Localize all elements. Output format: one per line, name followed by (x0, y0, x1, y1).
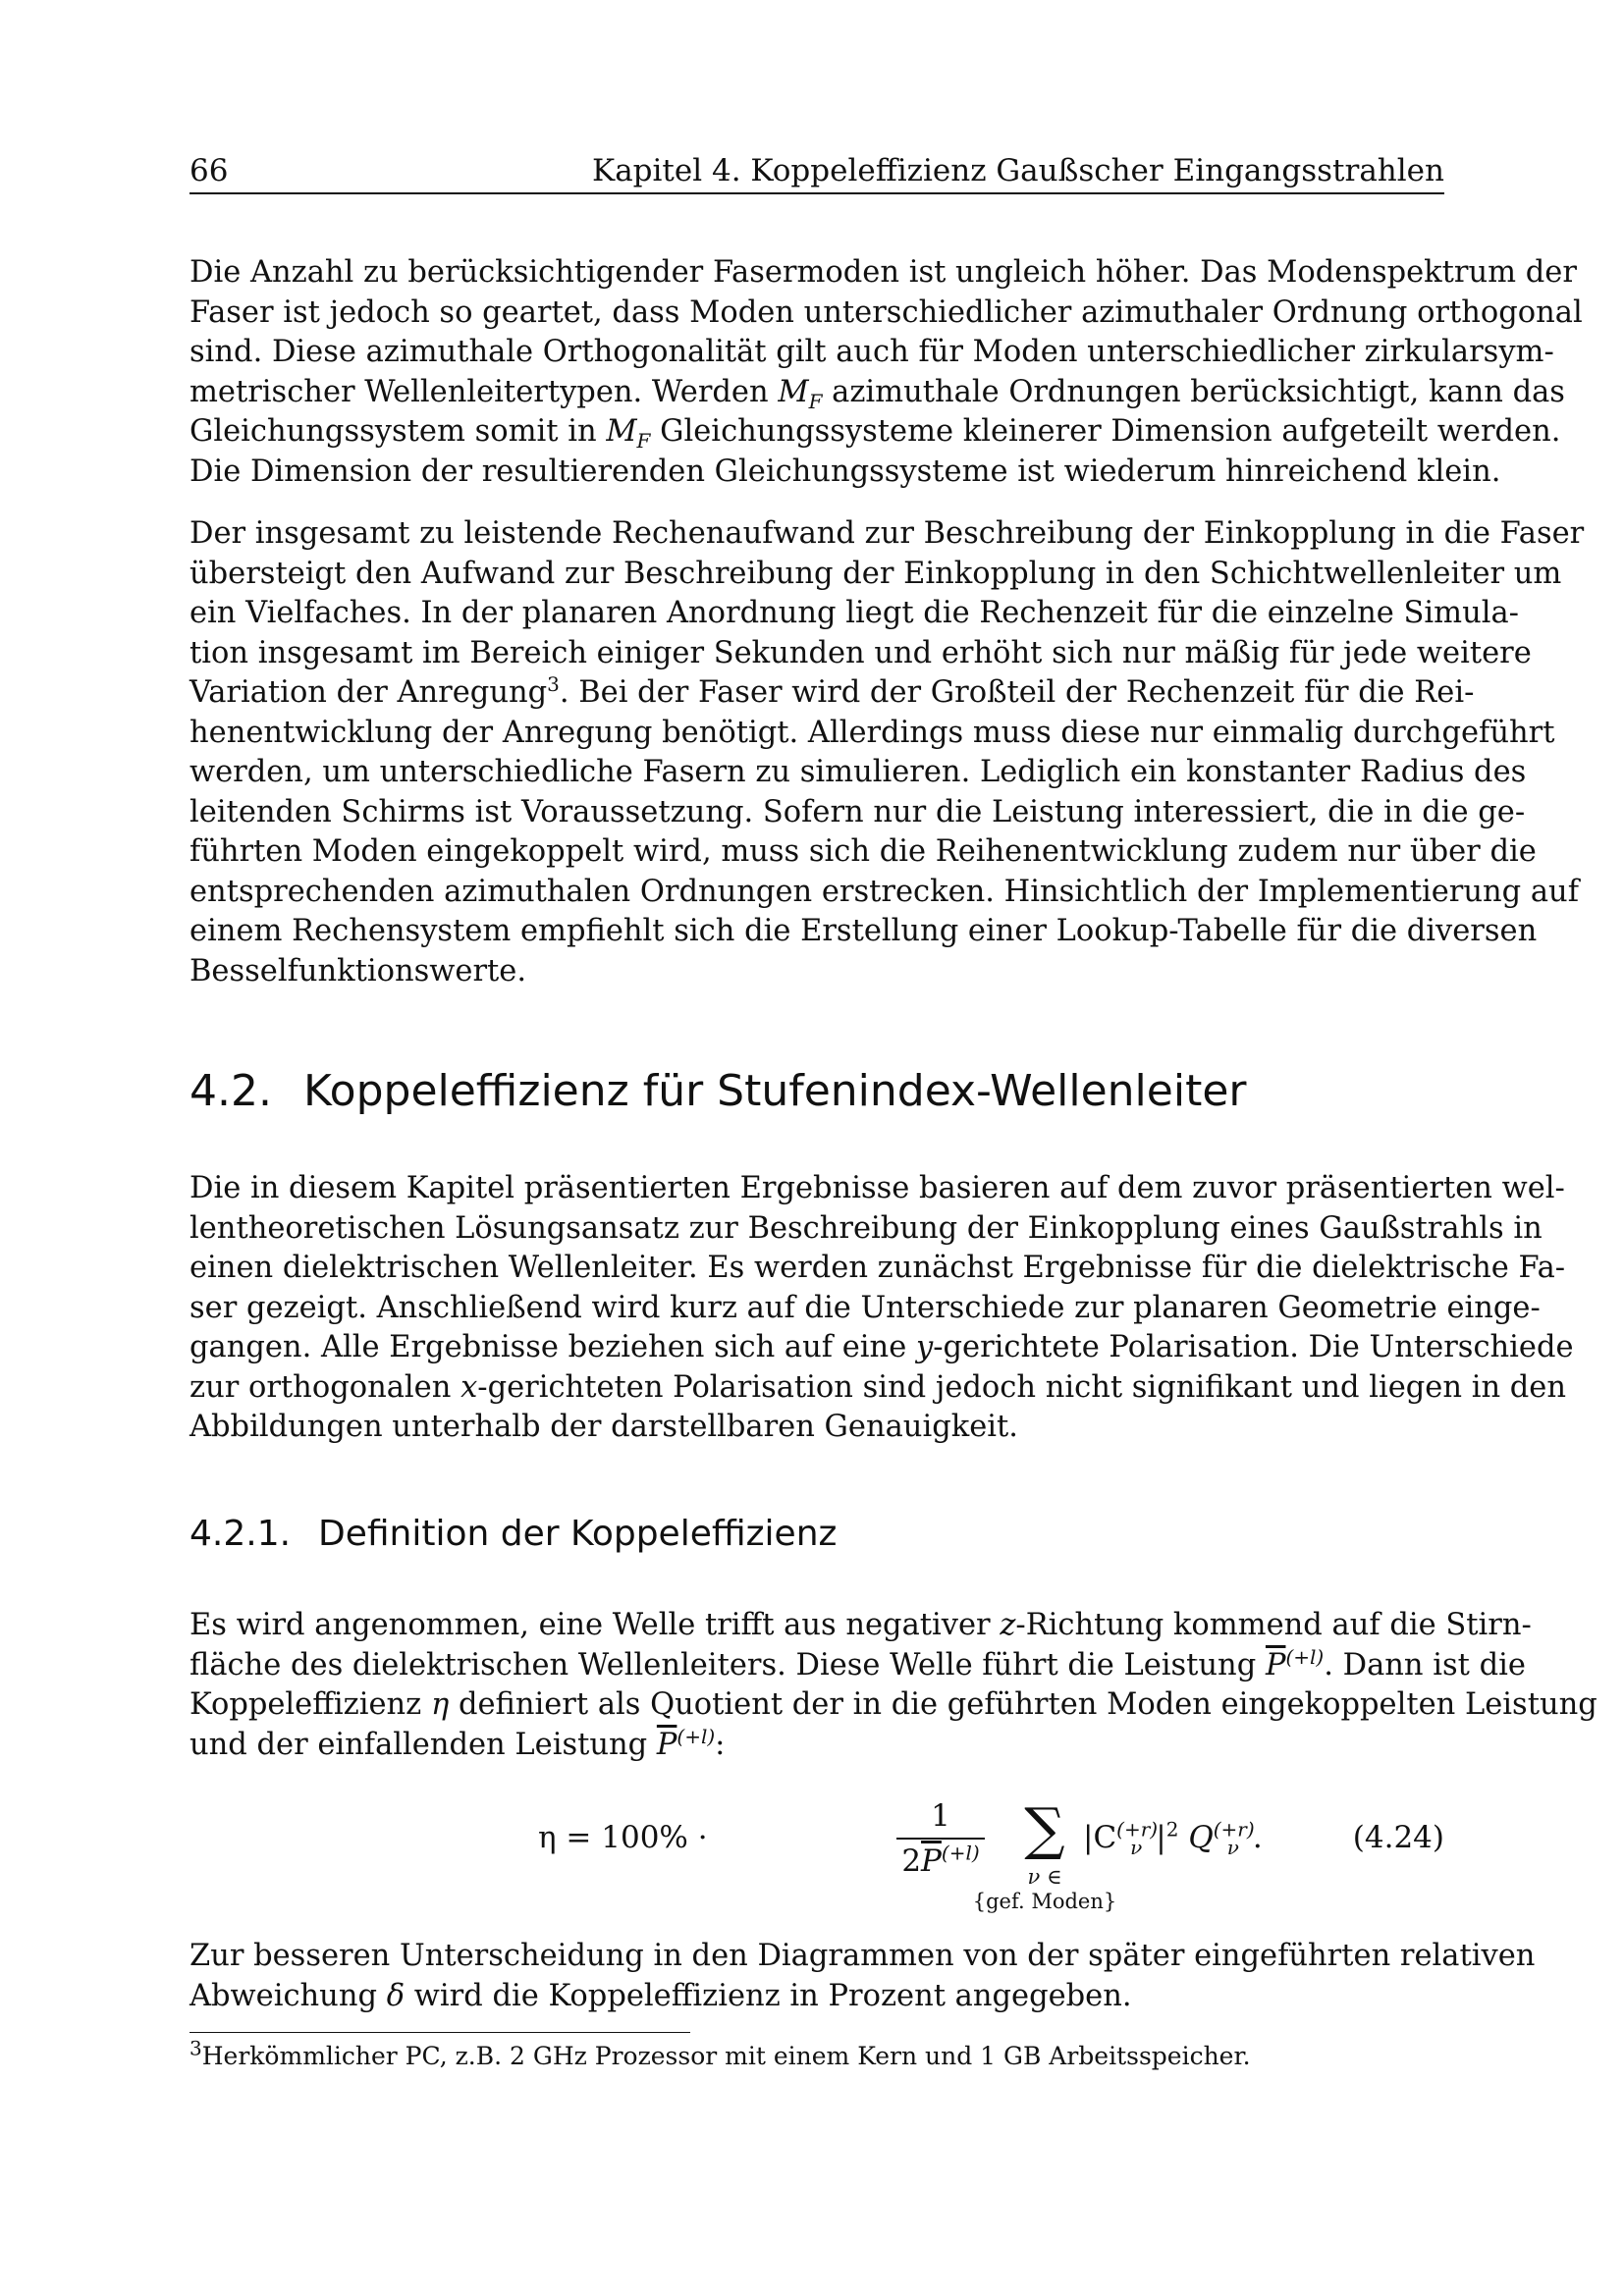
text-line: leitenden Schirms ist Voraussetzung. Sofern nur die Leistung interessiert, die in die ge- (189, 794, 1526, 829)
text-line: ein Vielfaches. In der planaren Anordnung liegt die Rechenzeit für die einzelne Simula- (189, 596, 1519, 630)
math-symbol: M (606, 414, 637, 449)
footnote-mark: 3 (189, 2036, 202, 2060)
math-symbol: M (778, 374, 809, 409)
text-line: Die in diesem Kapitel präsentierten Ergebnisse basieren auf dem zuvor präsentierten wel- (189, 1171, 1565, 1205)
text-line: werden, um unterschiedliche Fasern zu simulieren. Lediglich ein konstanter Radius des (189, 755, 1527, 789)
section-number: 4.2. (189, 1066, 272, 1116)
text-line: fläche des dielektrischen Wellenleiters. Diese Welle führt die Leistung $\overline{P}^{(+l)}$. Dann ist die (189, 1644, 1526, 1682)
paragraph-computation-effort (189, 514, 1585, 991)
text-line: Besselfunktionswerte. (189, 953, 527, 988)
math-symbol: $\overline{P}$ (1265, 1647, 1286, 1682)
equation-4-24 (189, 1795, 1444, 1916)
summation-index: ν ∈ {gef. Moden} (972, 1865, 1117, 1913)
paragraph-percent-note (189, 1937, 1536, 2016)
text-line: gangen. Alle Ergebnisse beziehen sich auf eine y-gerichtete Polarisation. Die Unterschiede (189, 1330, 1574, 1364)
text-line: Die Anzahl zu berücksichtigender Fasermoden ist ungleich höher. Das Modenspektrum der (189, 255, 1577, 290)
footnote-text: Herkömmlicher PC, z.B. 2 GHz Prozessor mit einem Kern und 1 GB Arbeitsspeicher. (201, 2042, 1251, 2070)
subsection-title: Definition der Koppeleffizienz (318, 1514, 838, 1554)
text-line: einen dielektrischen Wellenleiter. Es werden zunächst Ergebnisse für die dielektrische Fa- (189, 1251, 1566, 1285)
math-symbol: $\overline{P}$ (656, 1727, 677, 1762)
paragraph-definition (189, 1606, 1597, 1765)
subsection-number: 4.2.1. (189, 1514, 292, 1554)
text-line: Die Dimension der resultierenden Gleichungssysteme ist wiederum hinreichend klein. (189, 454, 1501, 489)
text-line: henentwicklung der Anregung benötigt. Allerdings muss diese nur einmalig durchgeführt (189, 715, 1555, 750)
equation-lhs: η = 100% · (538, 1820, 708, 1855)
text-line: ser gezeigt. Anschließend wird kurz auf die Unterschiede zur planaren Geometrie einge- (189, 1290, 1541, 1325)
text-line: sind. Diese azimuthale Orthogonalität gilt auch für Moden unterschiedlicher zirkularsym- (189, 335, 1554, 369)
text-line: Zur besseren Unterscheidung in den Diagrammen von der später eingeführten relativen (189, 1939, 1536, 1973)
math-symbol: y (915, 1330, 934, 1364)
math-symbol: z (1000, 1608, 1016, 1642)
text-line: lentheoretischen Lösungsansatz zur Beschreibung der Einkopplung eines Gaußstrahls in (189, 1210, 1543, 1246)
math-symbol: x (460, 1369, 478, 1405)
page-header (189, 149, 1444, 194)
paragraph-fiber-modes (189, 253, 1583, 492)
section-title: Koppeleffizienz für Stufenindex-Wellenleiter (303, 1066, 1247, 1116)
math-symbol: δ (386, 1978, 406, 2013)
text-line: zur orthogonalen x-gerichteten Polarisation sind jedoch nicht signifikant und liegen in den (189, 1369, 1567, 1405)
text-line: übersteigt den Aufwand zur Beschreibung der Einkopplung in den Schichtwellenleiter um (189, 556, 1562, 591)
text-line: entsprechenden azimuthalen Ordnungen erstrecken. Hinsichtlich der Implementierung auf (189, 874, 1579, 909)
footnote-mark: 3 (547, 671, 560, 696)
text-line: Koppeleffizienz η definiert als Quotient der in die geführten Moden eingekoppelten Leistung (189, 1687, 1597, 1722)
text-line: tion insgesamt im Bereich einiger Sekunden und erhöht sich nur mäßig für jede weitere (189, 635, 1532, 670)
summation-symbol: ∑ (1024, 1795, 1065, 1862)
math-symbol: η (430, 1687, 450, 1722)
fraction-denominator: $2\overline{P}^{(+l)}$ (901, 1841, 980, 1879)
section-heading (189, 1066, 1246, 1116)
paragraph-section-intro (189, 1169, 1574, 1448)
text-line: Abweichung δ wird die Koppeleffizienz in Prozent angegeben. (189, 1978, 1132, 2013)
page-number: 66 (189, 153, 229, 188)
equation-rhs: $|C^{(+r)}_\nu$ $|^2$ $Q^{(+r)}_\nu$ . (1083, 1817, 1263, 1860)
text-line: metrischer Wellenleitertypen. Werden $M_F$ azimuthale Ordnungen berücksichtigt, kann das (189, 374, 1565, 413)
fraction-numerator: 1 (896, 1798, 985, 1840)
footnote (189, 2036, 1251, 2070)
text-line: Abbildungen unterhalb der darstellbaren Genauigkeit. (189, 1410, 1018, 1444)
text-line: Variation der Anregung$^3$. Bei der Faser wird der Großteil der Rechenzeit für die Rei- (189, 671, 1475, 710)
text-line: Gleichungssystem somit in $M_F$ Gleichungssysteme kleinerer Dimension aufgeteilt werden. (189, 414, 1561, 454)
text-line: Der insgesamt zu leistende Rechenaufwand zur Beschreibung der Einkopplung in die Faser (189, 516, 1585, 551)
equation-number: (4.24) (1352, 1820, 1444, 1855)
text-line: und der einfallenden Leistung $\overline{P}^{(+l)}$: (189, 1724, 726, 1762)
subsection-heading (189, 1514, 837, 1554)
text-line: Es wird angenommen, eine Welle trifft aus negativer z-Richtung kommend auf die Stirn- (189, 1608, 1532, 1642)
text-line: Faser ist jedoch so geartet, dass Moden unterschiedlicher azimuthaler Ordnung orthogonal (189, 294, 1583, 330)
running-title: Kapitel 4. Koppeleffizienz Gaußscher Eingangsstrahlen (592, 153, 1444, 188)
text-line: einem Rechensystem empfiehlt sich die Erstellung einer Lookup-Tabelle für die diversen (189, 914, 1538, 948)
text-line: führten Moden eingekoppelt wird, muss sich die Reihenentwicklung zudem nur über die (189, 834, 1537, 869)
footnote-rule (189, 2032, 690, 2033)
